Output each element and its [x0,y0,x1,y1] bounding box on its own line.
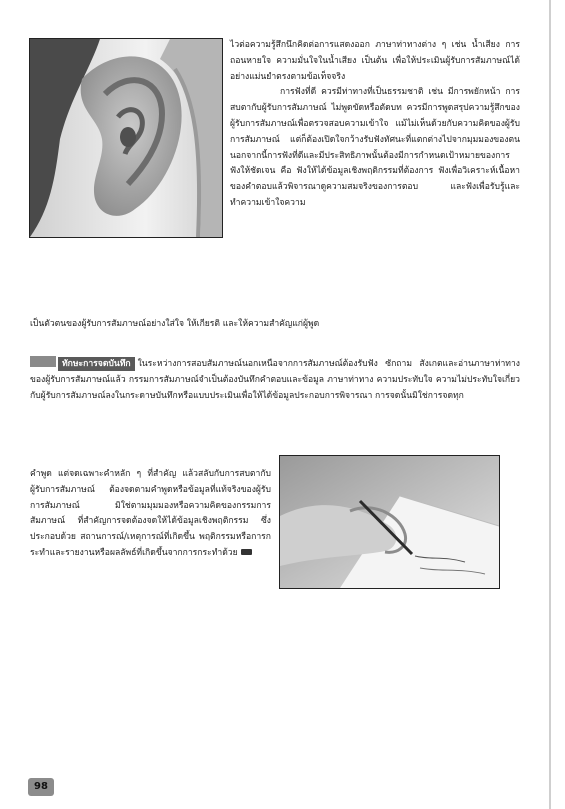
ear-illustration [30,39,222,237]
writing-hand-photo [279,455,500,589]
right-column-text [230,38,520,212]
section-body-wrap: คำพูด แต่จดเฉพาะคำหลัก ๆ ที่สำคัญ แล้วสลับกับการสบตากับผู้รับการสัมภาษณ์ ต้องจดตามคำพูดหรือข้อมูลที่แท้จริงของผู้รับการสัมภาษณ์ มิใช่ตามมุมมองหรือความคิดของกรรมการสัมภาษณ์ ที่สำคัญการจดต้องจดให้ได้ข้อมูลเชิงพฤติกรรม ซึ่งประกอบด้วย สถานการณ์/เหตุการณ์ที่เกิดขึ้น พฤติกรรมหรือการกระทำและรายงานหรือผลลัพธ์ที่เกิดขึ้นจากการกระทำด้วย [30,469,271,558]
section-marker-bar [30,356,56,367]
paragraph-continuation [30,317,520,333]
paragraph-sensitivity: ไวต่อความรู้สึกนึกคิดต่อการแสดงออก ภาษาท่าทางต่าง ๆ เช่น น้ำเสียง การถอนหายใจ ความมั่นใจในน้ำเสียง เป็นต้น เพื่อให้ประเมินผู้รับการสัมภาษณ์ได้อย่างแม่นยำตรงตามข้อเท็จจริง [230,40,520,82]
paragraph-good-listening: การฟังที่ดี ควรมีท่าทางที่เป็นธรรมชาติ เช่น มีการพยักหน้า การสบตากับผู้รับการสัมภาษณ์ ไม่พูดขัดหรือตัดบท ควรมีการพูดสรุปความรู้สึกของผู้รับการสัมภาษณ์เพื่อตรวจสอบความเข้าใจ แม้ไม่เห็นด้วยกับความคิดของผู้รับการสัมภาษณ์ แต่ก็ต้องเปิดใจกว้างรับฟังทัศนะที่แตกต่างไปจากมุมมองของตน นอกจากนี้การฟังที่ดีและมีประสิทธิภาพนั้นต้องมีการกำหนดเป้าหมายของการฟังให้ชัดเจน คือ ฟังให้ได้ข้อมูลเชิงพฤติกรรมที่ต้องการ ฟังเพื่อวิเคราะห์เนื้อหาของคำตอบแล้วพิจารณาดูความสมจริงของการตอบ และฟังเพื่อรับรู้และทำความเข้าใจความ [230,87,520,208]
page-number: 98 [28,778,54,796]
note-taking-section [30,356,520,404]
end-of-article-icon [241,549,252,555]
note-taking-section-wrapped [30,467,271,562]
section-body-full: ในระหว่างการสอบสัมภาษณ์นอกเหนือจากการสัมภาษณ์ต้องรับฟัง ซักถาม สังเกตและอ่านภาษาท่าทางของผู้รับการสัมภาษณ์แล้ว กรรมการสัมภาษณ์จำเป็นต้องบันทึกคำตอบและข้อมูล ภาษาท่าทาง ความประทับใจ ความไม่ประทับใจเกี่ยวกับผู้รับการสัมภาษณ์ลงในกระดาษบันทึกหรือแบบประเมินเพื่อให้ได้ข้อมูลประกอบการพิจารณา การจดนั้นมิใช่การจดทุก [30,359,520,401]
writing-illustration [280,456,499,588]
section-title: ทักษะการจดบันทึก [58,357,135,371]
continuation-line: เป็นตัวตนของผู้รับการสัมภาษณ์อย่างใส่ใจ ให้เกียรติ และให้ความสำคัญแก่ผู้พูด [30,319,320,329]
listening-ear-photo [29,38,223,238]
